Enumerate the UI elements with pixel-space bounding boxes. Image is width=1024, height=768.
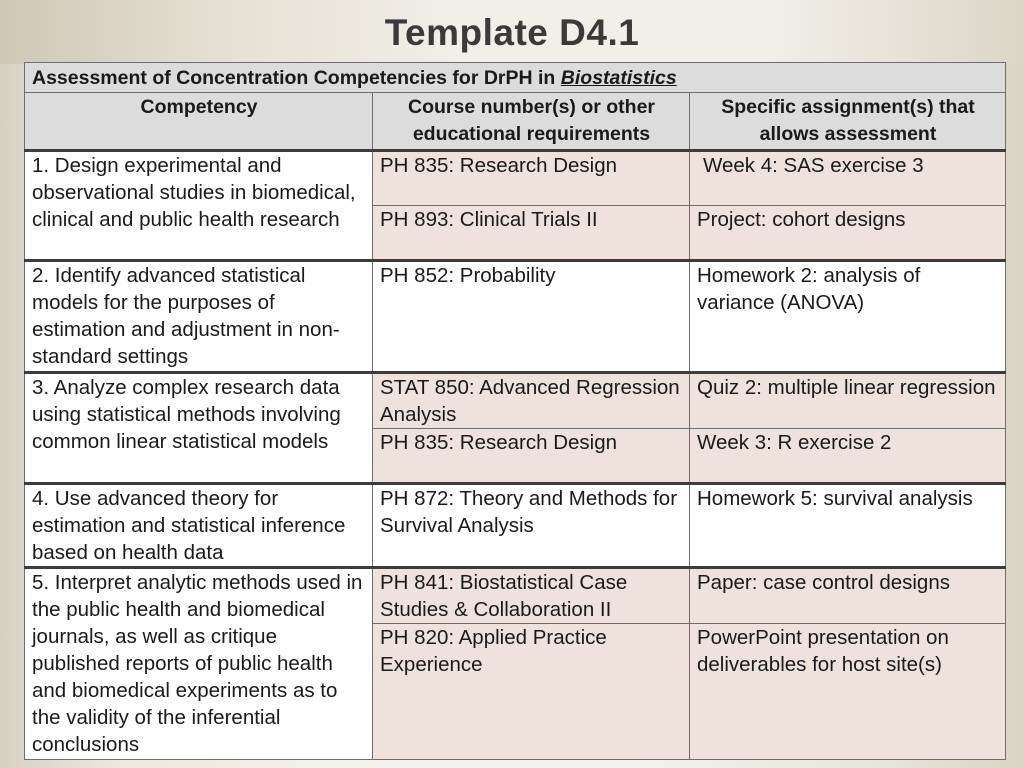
course-cell: PH 893: Clinical Trials II: [373, 206, 690, 261]
competency-table: [24, 62, 1006, 760]
column-header-assignment: Specific assignment(s) that allows assessment: [690, 93, 1006, 151]
course-cell: PH 841: Biostatistical Case Studies & Collaboration II: [373, 568, 690, 624]
assignment-cell: PowerPoint presentation on deliverables for host site(s): [690, 624, 1006, 760]
table-banner: [25, 63, 1006, 93]
assignment-cell: Homework 2: analysis of variance (ANOVA): [690, 261, 1006, 373]
table-banner-row: [25, 63, 1006, 93]
assignment-cell: Project: cohort designs: [690, 206, 1006, 261]
course-cell: STAT 850: Advanced Regression Analysis: [373, 373, 690, 429]
table-row: [25, 484, 1006, 568]
banner-prefix: Assessment of Concentration Competencies for DrPH in: [32, 67, 556, 89]
column-header-course: Course number(s) or other educational requirements: [373, 93, 690, 151]
competency-cell: 5. Interpret analytic methods used in the public health and biomedical journals, as well as critique published reports of public health and biomedical experiments as to the validity of the inferential conclusions: [25, 568, 373, 760]
assignment-cell: Quiz 2: multiple linear regression: [690, 373, 1006, 429]
competency-cell: 2. Identify advanced statistical models for the purposes of estimation and adjustment in non-standard settings: [25, 261, 373, 373]
competency-cell: 1. Design experimental and observational studies in biomedical, clinical and public health research: [25, 151, 373, 261]
course-cell: PH 852: Probability: [373, 261, 690, 373]
banner-subject: Biostatistics: [560, 67, 677, 89]
assignment-cell: Paper: case control designs: [690, 568, 1006, 624]
table-row: [25, 261, 1006, 373]
table-row: [25, 568, 1006, 624]
course-cell: PH 835: Research Design: [373, 429, 690, 484]
page-title: Template D4.1: [384, 12, 640, 53]
column-header-competency: Competency: [25, 93, 373, 151]
course-cell: PH 872: Theory and Methods for Survival Analysis: [373, 484, 690, 568]
assignment-cell: Week 4: SAS exercise 3: [690, 151, 1006, 206]
assignment-cell: Week 3: R exercise 2: [690, 429, 1006, 484]
table-row: [25, 151, 1006, 206]
table-row: [25, 373, 1006, 429]
course-cell: PH 820: Applied Practice Experience: [373, 624, 690, 760]
assignment-cell: Homework 5: survival analysis: [690, 484, 1006, 568]
column-header-row: [25, 93, 1006, 151]
competency-cell: 3. Analyze complex research data using statistical methods involving common linear statistical models: [25, 373, 373, 484]
course-cell: PH 835: Research Design: [373, 151, 690, 206]
competency-cell: 4. Use advanced theory for estimation and statistical inference based on health data: [25, 484, 373, 568]
